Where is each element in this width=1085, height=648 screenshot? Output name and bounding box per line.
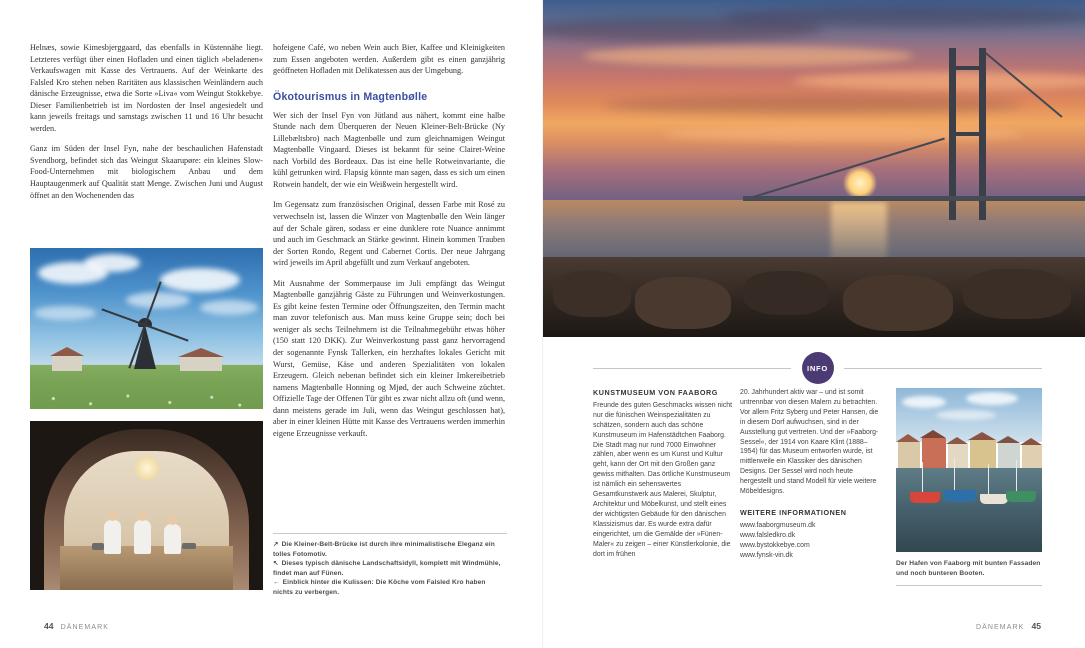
bridge-deck [743, 196, 1085, 201]
boat-mast [954, 458, 955, 494]
house [948, 444, 968, 468]
links-heading: WEITERE INFORMATIONEN [740, 507, 847, 517]
cloud [160, 268, 240, 292]
photo-kleiner-belt-bridge-sunset [543, 0, 1085, 337]
pylon-crossbeam [949, 132, 986, 136]
website-link[interactable]: www.faaborgmuseum.dk [740, 521, 816, 529]
house [970, 440, 996, 468]
arrow-up-left-icon: ↖ [273, 560, 279, 568]
left-column-one [30, 42, 263, 201]
website-link[interactable]: www.bystokkebye.com [740, 541, 810, 549]
chef [104, 520, 121, 554]
cookware [182, 543, 196, 549]
boat-mast [988, 464, 989, 494]
caption-line [273, 559, 507, 578]
rock [963, 269, 1071, 319]
caption-text: Einblick hinter die Kulissen: Die Köche vom Falsled Kro haben nichts zu verbergen. [273, 579, 486, 596]
footer-label: DÄNEMARK [975, 624, 1025, 631]
info-column-two [740, 388, 881, 561]
caption-rule [273, 533, 507, 534]
cloud [966, 392, 1018, 405]
ceiling-light [134, 455, 160, 481]
cloud [200, 300, 258, 315]
photo-faaborg-harbour [896, 388, 1042, 552]
paragraph: hofeigene Café, wo neben Wein auch Bier, Kaffee und Kleinigkeiten zum Essen angeboten werden. Außerdem gibt es einen ganzjährig geöffneten Hofladen mit Delikatessen aus der Umgebung. [273, 43, 505, 76]
page-number: 44 [44, 621, 54, 631]
info-badge: INFO [802, 352, 834, 384]
boat [944, 490, 976, 502]
rock [743, 271, 829, 315]
lit-cloud [583, 46, 913, 66]
website-link[interactable]: www.fynsk-vin.dk [740, 551, 793, 559]
house [1022, 445, 1042, 468]
harbour-houses [896, 428, 1042, 468]
roof [946, 437, 968, 444]
boat-mast [1016, 460, 1017, 494]
info-heading: KUNSTMUSEUM VON FAABORG [593, 388, 718, 397]
wildflowers [30, 383, 263, 409]
rock [843, 275, 953, 331]
divider-rule-left [593, 368, 791, 369]
house [922, 438, 946, 468]
roof [996, 436, 1020, 443]
roof [896, 434, 920, 442]
photo-kitchen-interior [30, 421, 263, 590]
caption-line [273, 578, 507, 597]
cloud [902, 396, 946, 408]
paragraph: Wer sich der Insel Fyn von Jütland aus nähert, kommt eine halbe Stunde nach dem Überqueren der Neuen Kleiner-Belt-Brücke (Ny Lillebæltsbro) nach Magtenbølle und zum gleichnamigen Weingut Magtenbølle Vingaard. Dieses ist bekannt für seine Clairet-Weine nach Vorbild des Bordeaux. Das ist eine helle Rotweinvariante, die kühl getrunken wird. Flapsig könnte man sagen, dass es sich um einen Rotwein handelt, der wie ein Weißwein hergestellt wird. [273, 110, 505, 189]
cloud [936, 410, 996, 420]
footer-left [44, 621, 109, 631]
harbour-water [896, 468, 1042, 552]
farm-roof [178, 348, 224, 357]
caption-rule [896, 585, 1042, 586]
rock [553, 271, 631, 317]
cloud-band [603, 96, 1023, 114]
pylon-crossbeam [949, 66, 986, 70]
harbour-photo-caption [896, 559, 1042, 586]
photo-windmill-landscape [30, 248, 263, 409]
roof [968, 432, 996, 440]
cookware [92, 543, 104, 550]
boat [1006, 491, 1036, 502]
caption-text: Dieses typisch dänische Landschaftsidyll, komplett mit Windmühle, findet man auf Fünen. [273, 560, 501, 577]
roof [1020, 438, 1042, 445]
caption-text: Der Hafen von Faaborg mit bunten Fassaden und noch bunteren Booten. [896, 560, 1041, 577]
paragraph: Im Gegensatz zum französischen Original, dessen Farbe mit Rosé zu verwechseln ist, lassen die Winzer von Magtenbølle den Wein länger auf der Schale gären, sodass er eine dunklere rote Nuance annimmt und auch im Geschmack an Stärke gewinnt. Hinein kommen Trauben der Sorten Rondo, Regent und Cabernet Cortis. Der neue Jahrgang wird jeweils im April abgefüllt und zum Verkauf angeboten. [273, 200, 505, 268]
footer-label: DÄNEMARK [60, 624, 110, 631]
caption-line [273, 540, 507, 559]
arrow-up-right-icon: ↗ [273, 541, 279, 548]
setting-sun [843, 166, 877, 200]
divider-rule-right [844, 368, 1042, 369]
paragraph: Mit Ausnahme der Sommerpause im Juli empfängt das Weingut Magtenbølle ganzjährig Gäste zu Führungen und Weinverkostungen. Es gibt keine festen Termine oder Öffnungszeiten, den Termin macht man zuvor telefonisch aus. Man muss keine Gruppe sein; doch bei weniger als sechs Teilnehmern ist die Teilnahmegebühr etwas höher (150 statt 120 DKK). Zur Weinverkostung passt ganz hervorragend der sogenannte Fynsk Tallerken, ein herzhaftes lokales Gericht mit Wurst, Gemüse, Käse und anderen Spezialitäten von lokalen Erzeugern. Gleich nebenan befindet sich ein kleiner Imkereibetrieb namens Magtenbølle Honning og Mjød, der auch Schweine züchtet. Offizielle Tage der Offenen Tür gibt es zwar nicht allzu oft (und wenn, dann meistens gerade im Juli, wenn das Weingut geschlossen hat), aber in einer kleinen Hütte mit Kasse des Vertrauens werden immerhin eigene Erzeugnisse verkauft. [273, 278, 505, 438]
footer-right [976, 621, 1041, 631]
section-heading: Ökotourismus in Magtenbølle [273, 90, 428, 103]
cloud [126, 292, 190, 308]
chef [164, 524, 181, 554]
arrow-left-icon: ← [273, 579, 280, 587]
farm-building [52, 356, 82, 371]
info-body: Freunde des guten Geschmacks wissen nicht nur die fünischen Weinspezialitäten zu schätzen, sondern auch das schöne Kunstmuseum im Hafenstädtchen Faaborg. Die Stadt mag nur rund 7000 Einwohner zählen, aber wenn es um Kunst und Kultur geht, kann der Ort mit den Großen ganz gewiss mithalten. Das örtliche Kunstmuseum ist nämlich ein sehenswertes Gesamtkunstwerk aus Malerei, Skulptur, Architektur und Möbelkunst, und stellt eines der wichtigsten Gebäude für den dänischen Klassizismus dar. Es wurde extra dafür eingerichtet, um die Gemälde der »Fünen-Maler« zu zeigen – einer Künstlerkolonie, die dort im frühen [593, 401, 733, 558]
house [898, 442, 920, 468]
website-link[interactable]: www.falsledkro.dk [740, 531, 796, 539]
cloud [34, 306, 96, 320]
paragraph: Helnæs, sowie Kimesbjerggaard, das ebenfalls in Küstennähe liegt. Letzteres verfügt über einen Hofladen und einen täglich »beladenen« Verkaufswagen mit Kasse des Vertrauens. Auf der Weinkarte des Falsled Kro stehen neben Raritäten aus klassischen Weinländern auch dänische Erzeugnisse, etwa die Sorte »Liva« vom Weingut Stokkebye. Dieser Familienbetrieb ist im Nordosten der Insel angesiedelt und kann jeweils freitags und samstags zwischen 11 und 16 Uhr besucht werden. [30, 43, 263, 133]
farm-building [180, 357, 222, 371]
info-column-one [593, 388, 733, 559]
page-number: 45 [1031, 621, 1041, 631]
boat-mast [922, 462, 923, 494]
info-body: 20. Jahrhundert aktiv war – und ist somit untrennbar von diesen Malern zu betrachten. Vor allem Fritz Syberg und Peter Hansen, die in diesem Dorf aufwuchsen, sind in der Ausstellung gut vertreten. Und der »Faaborg-Sessel«, der 1914 von Kaare Klint (1888–1954) für das Museum entworfen wurde, ist mittlerweile ein Klassiker des dänischen Designs. Der Sessel wird noch heute hergestellt und stand Modell für viele weitere Möbeldesigns. [740, 389, 879, 496]
chef [134, 520, 151, 554]
rock [635, 277, 731, 329]
farm-roof [50, 347, 84, 356]
roof [920, 430, 946, 438]
boat [980, 494, 1008, 504]
left-column-two [273, 42, 505, 439]
info-divider [593, 352, 1042, 384]
cloud [84, 254, 140, 272]
caption-text: Die Kleiner-Belt-Brücke ist durch ihre minimalistische Eleganz ein tolles Fotomotiv. [273, 541, 495, 558]
cloud-band [723, 6, 1085, 28]
boat [910, 492, 940, 503]
paragraph: Ganz im Süden der Insel Fyn, nahe der beschaulichen Hafenstadt Svendborg, befindet sich das Weingut Skaarupøre: ein kleines Slow-Food-Unternehmen mit biologischem Anbau und dem Hauptaugenmerk auf Qualität statt Menge. Zwischen Juni und August öffnet an den Wochenenden das [30, 144, 263, 200]
left-photo-captions [273, 533, 507, 598]
further-information [740, 508, 881, 561]
